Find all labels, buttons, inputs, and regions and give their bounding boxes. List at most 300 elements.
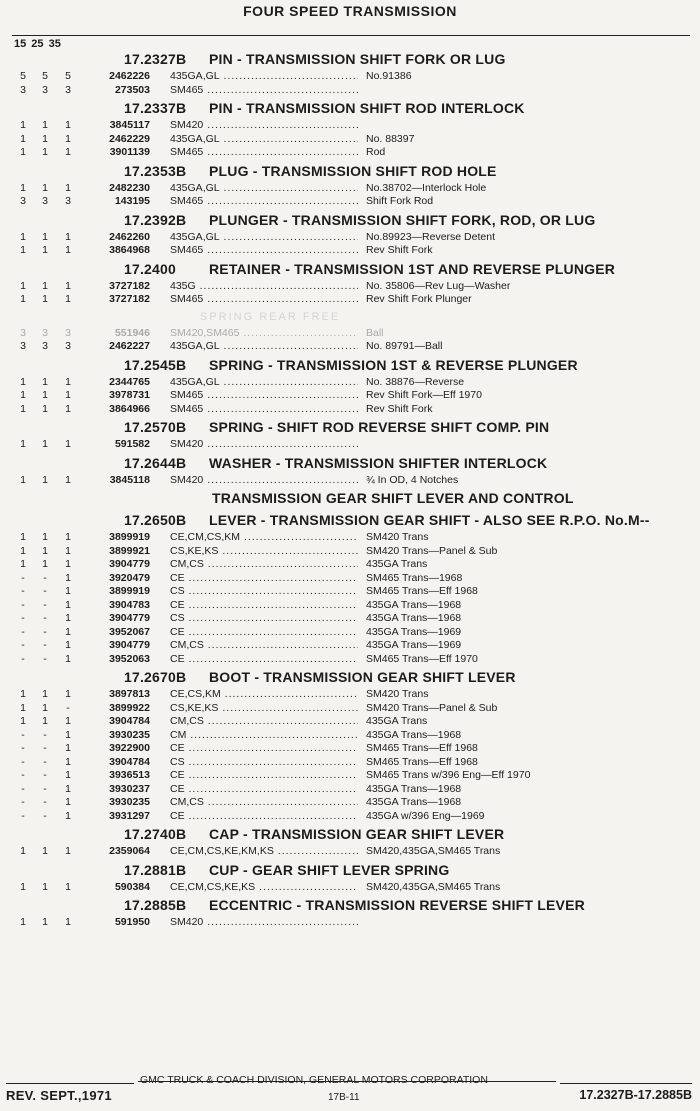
quantity-15: 1	[20, 845, 26, 857]
part-row	[0, 195, 700, 209]
part-number: 3864966	[109, 402, 150, 415]
model-applicability: SM420 .....	[170, 474, 358, 488]
model-applicability: SM465 .....	[170, 389, 358, 403]
quantity-35: 1	[65, 809, 71, 822]
model-applicability: CM,CS .....	[170, 796, 358, 810]
quantity-15: 1	[20, 473, 26, 486]
section-name: BOOT - TRANSMISSION GEAR SHIFT LEVER	[209, 669, 516, 685]
section-number: 17.2670B	[124, 669, 187, 685]
faded-section-title: SPRING REAR FREE	[200, 310, 341, 323]
quantity-35: 1	[65, 625, 71, 638]
part-row	[0, 639, 700, 653]
part-number: 3845118	[109, 473, 150, 486]
model-applicability: CM .....	[170, 729, 358, 743]
model-applicability: SM420,SM465 .....	[170, 327, 358, 341]
quantity-35: 1	[65, 845, 71, 857]
quantity-15: 3	[20, 326, 26, 339]
part-remark: SM420,435GA,SM465 Trans	[366, 845, 501, 857]
model-applicability: SM465 .....	[170, 146, 358, 160]
section-name: PIN - TRANSMISSION SHIFT FORK OR LUG	[209, 51, 506, 67]
part-number: 3899919	[109, 531, 150, 543]
quantity-35: 1	[65, 558, 71, 570]
quantity-35: 1	[65, 181, 71, 194]
quantity-25: 3	[42, 326, 48, 339]
section-title	[0, 97, 700, 119]
part-remark: Rev Shift Fork—Eff 1970	[366, 389, 482, 401]
part-number: 3845117	[109, 119, 150, 131]
quantity-25: -	[43, 652, 47, 665]
part-number: 143195	[114, 195, 150, 207]
part-number: 3931297	[109, 809, 150, 822]
part-number: 590384	[114, 880, 150, 893]
quantity-25: -	[43, 639, 47, 651]
part-number: 591582	[114, 438, 150, 450]
part-number: 3899919	[109, 585, 150, 597]
part-remark: No. 88397	[366, 132, 415, 145]
section-number: 17.2392B	[124, 211, 187, 228]
part-row	[0, 403, 700, 417]
footer-section-range: 17.2327B-17.2885B	[579, 1088, 692, 1102]
quantity-15: -	[21, 755, 25, 768]
quantity-25: 1	[42, 132, 48, 145]
part-number: 3930237	[109, 782, 150, 795]
quantity-15: 1	[20, 230, 26, 243]
part-number: 2462226	[109, 70, 150, 82]
part-number: 2462229	[109, 132, 150, 145]
part-row	[0, 389, 700, 403]
part-remark: No. 89791—Ball	[366, 340, 443, 352]
quantity-35: 1	[65, 132, 71, 145]
quantity-15: -	[21, 796, 25, 808]
quantity-25: 1	[42, 389, 48, 401]
quantity-25: -	[43, 755, 47, 768]
part-number: 3936513	[109, 769, 150, 781]
part-number: 2462227	[109, 340, 150, 352]
quantity-25: 1	[42, 544, 48, 557]
part-number: 3904784	[109, 715, 150, 727]
model-applicability: 435GA,GL .....	[170, 133, 358, 147]
part-number: 3922900	[109, 742, 150, 754]
quantity-25: 1	[42, 438, 48, 450]
quantity-25: 1	[42, 375, 48, 388]
part-row	[0, 845, 700, 859]
part-row	[0, 70, 700, 84]
model-applicability: CE,CM,CS,KE,KS .....	[170, 881, 358, 895]
quantity-15: -	[21, 769, 25, 781]
section-title	[0, 452, 700, 474]
quantity-35: 1	[65, 688, 71, 700]
part-remark: SM420 Trans—Panel & Sub	[366, 544, 498, 557]
quantity-25: 1	[42, 230, 48, 243]
quantity-25: -	[43, 598, 47, 611]
quantity-35: 1	[65, 375, 71, 388]
quantity-15: 3	[20, 83, 26, 96]
section-name: SPRING - SHIFT ROD REVERSE SHIFT COMP. PIN	[209, 419, 550, 435]
part-number: 3899921	[109, 544, 150, 557]
part-row	[0, 558, 700, 572]
model-applicability: 435GA,GL .....	[170, 70, 358, 84]
quantity-25: -	[43, 742, 47, 754]
model-applicability: SM420 .....	[170, 438, 358, 452]
part-number: 2344765	[109, 375, 150, 388]
part-number: 2482230	[109, 181, 150, 194]
quantity-15: -	[21, 782, 25, 795]
model-applicability: CS .....	[170, 612, 358, 626]
part-remark: SM465 Trans—Eff 1968	[366, 585, 478, 597]
part-row	[0, 572, 700, 586]
part-remark: Rev Shift Fork	[366, 244, 433, 256]
section-number: 17.2644B	[124, 454, 187, 471]
part-row	[0, 146, 700, 160]
part-row	[0, 531, 700, 545]
group-heading: TRANSMISSION GEAR SHIFT LEVER AND CONTROL	[212, 490, 574, 506]
quantity-35: 1	[65, 728, 71, 741]
quantity-25: -	[43, 728, 47, 741]
section-name: PLUNGER - TRANSMISSION SHIFT FORK, ROD, OR LUG	[209, 211, 596, 228]
part-row	[0, 474, 700, 488]
part-remark: SM465 Trans w/396 Eng—Eff 1970	[366, 769, 531, 781]
quantity-25: 1	[42, 473, 48, 486]
section-title	[0, 859, 700, 881]
quantity-35: 3	[65, 83, 71, 96]
quantity-25: -	[43, 782, 47, 795]
part-remark: Shift Fork Rod	[366, 195, 434, 207]
quantity-25: 1	[42, 279, 48, 292]
part-row	[0, 438, 700, 452]
quantity-15: 1	[20, 279, 26, 292]
quantity-25: -	[43, 796, 47, 808]
part-row	[0, 545, 700, 559]
section-name: SPRING - TRANSMISSION 1ST & REVERSE PLUNGER	[209, 356, 578, 373]
quantity-25: 3	[42, 83, 48, 96]
quantity-35: 1	[65, 279, 71, 292]
quantity-35: 3	[65, 195, 71, 207]
part-row	[0, 599, 700, 613]
quantity-35: 1	[65, 769, 71, 781]
quantity-25: 1	[42, 531, 48, 543]
quantity-25: 3	[42, 340, 48, 352]
section-number: 17.2327B	[124, 51, 187, 67]
quantity-35: 3	[65, 326, 71, 339]
part-number: 3904779	[109, 558, 150, 570]
quantity-35: 1	[65, 389, 71, 401]
quantity-25: 5	[42, 70, 48, 82]
quantity-15: 1	[20, 558, 26, 570]
model-applicability: 435GA,GL .....	[170, 340, 358, 354]
part-remark: 435GA Trans—1969	[366, 625, 462, 638]
quantity-35: 1	[65, 473, 71, 486]
model-applicability: CE,CM,CS,KM .....	[170, 531, 358, 545]
quantity-25: -	[43, 612, 47, 624]
part-row	[0, 916, 700, 930]
part-remark: SM465 Trans—Eff 1968	[366, 742, 478, 754]
footer-divider-left	[6, 1083, 134, 1084]
quantity-25: 1	[42, 244, 48, 256]
quantity-25: 1	[42, 146, 48, 158]
section-title	[0, 48, 700, 70]
quantity-15: 1	[20, 375, 26, 388]
model-applicability: CS,KE,KS .....	[170, 702, 358, 716]
quantity-15: 3	[20, 195, 26, 207]
part-row	[0, 293, 700, 307]
quantity-35: 1	[65, 742, 71, 754]
section-name: LEVER - TRANSMISSION GEAR SHIFT - ALSO SEE R.P.O. No.M--	[209, 512, 650, 528]
quantity-15: -	[21, 585, 25, 597]
quantity-35: 1	[65, 438, 71, 450]
model-applicability: CM,CS .....	[170, 639, 358, 653]
model-applicability: CE .....	[170, 572, 358, 586]
model-applicability: SM465 .....	[170, 84, 358, 98]
model-applicability: CE .....	[170, 810, 358, 824]
part-row	[0, 881, 700, 895]
model-applicability: CM,CS .....	[170, 558, 358, 572]
part-row	[0, 756, 700, 770]
quantity-15: -	[21, 728, 25, 741]
section-number: 17.2885B	[124, 897, 187, 913]
section-title	[0, 354, 700, 376]
part-number: 3904779	[109, 639, 150, 651]
quantity-15: 1	[20, 715, 26, 727]
quantity-15: 1	[20, 701, 26, 714]
model-applicability: SM465 .....	[170, 244, 358, 258]
model-applicability: SM465 .....	[170, 195, 358, 209]
part-row	[0, 688, 700, 702]
part-row	[0, 119, 700, 133]
quantity-15: 1	[20, 438, 26, 450]
quantity-15: 1	[20, 916, 26, 928]
part-row	[0, 715, 700, 729]
part-remark: 435GA Trans—1968	[366, 728, 462, 741]
model-applicability: 435G .....	[170, 280, 358, 294]
quantity-35: 1	[65, 652, 71, 665]
part-row	[0, 796, 700, 810]
part-remark: No.38702—Interlock Hole	[366, 181, 487, 194]
quantity-15: 1	[20, 293, 26, 305]
part-remark: Rod	[366, 146, 386, 158]
part-number: 551946	[114, 326, 150, 339]
part-remark: No. 35806—Rev Lug—Washer	[366, 279, 511, 292]
footer-revision-date: REV. SEPT.,1971	[6, 1088, 112, 1103]
model-applicability: 435GA,GL .....	[170, 376, 358, 390]
quantity-25: 3	[42, 195, 48, 207]
part-row	[0, 182, 700, 196]
quantity-25: -	[43, 571, 47, 584]
quantity-15: 1	[20, 880, 26, 893]
part-number: 3901139	[109, 146, 150, 158]
quantity-15: -	[21, 652, 25, 665]
section-title	[0, 416, 700, 438]
quantity-15: -	[21, 612, 25, 624]
part-remark: 435GA Trans	[366, 558, 428, 570]
part-remark: SM420,435GA,SM465 Trans	[366, 880, 501, 893]
part-remark: No.91386	[366, 70, 412, 82]
part-row	[0, 84, 700, 98]
quantity-25: 1	[42, 845, 48, 857]
model-applicability: CM,CS .....	[170, 715, 358, 729]
part-row	[0, 783, 700, 797]
part-remark: SM465 Trans—Eff 1970	[366, 652, 478, 665]
footer-divider-right	[560, 1083, 692, 1084]
section-name: PIN - TRANSMISSION SHIFT ROD INTERLOCK	[209, 100, 525, 116]
section-name: ECCENTRIC - TRANSMISSION REVERSE SHIFT LEVER	[209, 897, 585, 913]
quantity-35: 5	[65, 70, 71, 82]
quantity-15: 1	[20, 146, 26, 158]
part-row	[0, 231, 700, 245]
part-row	[0, 729, 700, 743]
quantity-15: 1	[20, 531, 26, 543]
section-number: 17.2545B	[124, 356, 187, 373]
quantity-15: -	[21, 571, 25, 584]
section-number: 17.2650B	[124, 512, 187, 528]
part-row	[0, 702, 700, 716]
part-row	[0, 340, 700, 354]
model-applicability: CS,KE,KS .....	[170, 545, 358, 559]
part-number: 3904783	[109, 598, 150, 611]
quantity-25: 1	[42, 916, 48, 928]
part-remark: SM420 Trans—Panel & Sub	[366, 701, 498, 714]
quantity-35: 1	[65, 916, 71, 928]
quantity-15: 5	[20, 70, 26, 82]
quantity-35: 1	[65, 796, 71, 808]
part-remark: No. 38876—Reverse	[366, 375, 465, 388]
section-number: 17.2570B	[124, 419, 187, 435]
part-number: 3897813	[109, 688, 150, 700]
quantity-15: -	[21, 598, 25, 611]
quantity-35: 1	[65, 880, 71, 893]
model-applicability: CE .....	[170, 626, 358, 640]
quantity-15: 1	[20, 181, 26, 194]
footer-corporation: GMC TRUCK & COACH DIVISION, GENERAL MOTORS CORPORATION	[140, 1074, 488, 1086]
part-number: 2359064	[109, 845, 150, 857]
model-applicability: CS .....	[170, 756, 358, 770]
section-title	[0, 894, 700, 916]
part-remark: 435GA Trans	[366, 715, 428, 727]
quantity-25: 1	[42, 701, 48, 714]
part-row	[0, 585, 700, 599]
quantity-15: 1	[20, 544, 26, 557]
section-title	[0, 258, 700, 280]
part-number: 3864968	[109, 244, 150, 256]
quantity-25: 1	[42, 558, 48, 570]
parts-listing	[0, 48, 700, 930]
quantity-25: -	[43, 809, 47, 822]
model-applicability: 435GA,GL .....	[170, 182, 358, 196]
section-title	[0, 823, 700, 845]
part-remark: 435GA Trans—1968	[366, 796, 462, 808]
quantity-15: -	[21, 639, 25, 651]
section-title	[0, 209, 700, 231]
quantity-15: -	[21, 809, 25, 822]
part-number: 3930235	[109, 728, 150, 741]
quantity-15: -	[21, 742, 25, 754]
header-divider	[12, 35, 690, 36]
section-title	[0, 160, 700, 182]
model-applicability: CE .....	[170, 742, 358, 756]
section-name: PLUG - TRANSMISSION SHIFT ROD HOLE	[209, 162, 497, 179]
quantity-25: -	[43, 769, 47, 781]
page-title: FOUR SPEED TRANSMISSION	[243, 3, 457, 19]
part-number: 3904784	[109, 755, 150, 768]
model-applicability: CE,CS,KM .....	[170, 688, 358, 702]
quantity-35: 1	[65, 244, 71, 256]
section-number: 17.2740B	[124, 826, 187, 842]
model-applicability: CE .....	[170, 783, 358, 797]
part-remark: SM420 Trans	[366, 531, 429, 543]
quantity-25: 1	[42, 181, 48, 194]
part-remark: Ball	[366, 326, 384, 339]
quantity-15: 3	[20, 340, 26, 352]
part-remark: SM465 Trans—1968	[366, 571, 463, 584]
quantity-15: 1	[20, 244, 26, 256]
part-row	[0, 280, 700, 294]
model-applicability: SM465 .....	[170, 293, 358, 307]
quantity-15: 1	[20, 389, 26, 401]
quantity-25: -	[43, 585, 47, 597]
quantity-column-header: 15 25 35	[14, 38, 61, 50]
quantity-35: 1	[65, 598, 71, 611]
section-title	[0, 666, 700, 688]
quantity-25: 1	[42, 880, 48, 893]
section-number: 17.2353B	[124, 162, 187, 179]
quantity-35: 1	[65, 146, 71, 158]
part-remark: 435GA Trans—1969	[366, 639, 462, 651]
part-remark: ¾ In OD, 4 Notches	[366, 473, 459, 486]
part-row	[0, 327, 700, 341]
quantity-25: 1	[42, 715, 48, 727]
part-remark: 435GA Trans—1968	[366, 612, 462, 624]
quantity-15: 1	[20, 132, 26, 145]
part-remark: Rev Shift Fork Plunger	[366, 293, 472, 305]
part-row	[0, 626, 700, 640]
quantity-15: 1	[20, 402, 26, 415]
quantity-35: 1	[65, 612, 71, 624]
part-number: 3978731	[109, 389, 150, 401]
quantity-35: 1	[65, 782, 71, 795]
part-remark: No.89923—Reverse Detent	[366, 230, 495, 243]
part-remark: 435GA Trans—1968	[366, 598, 462, 611]
quantity-35: 3	[65, 340, 71, 352]
model-applicability: 435GA,GL .....	[170, 231, 358, 245]
part-number: 3727182	[109, 279, 150, 292]
quantity-25: 1	[42, 119, 48, 131]
quantity-35: 1	[65, 639, 71, 651]
part-row	[0, 612, 700, 626]
quantity-35: 1	[65, 585, 71, 597]
part-number: 3952067	[109, 625, 150, 638]
section-name: RETAINER - TRANSMISSION 1ST AND REVERSE PLUNGER	[209, 260, 616, 277]
part-number: 3904779	[109, 612, 150, 624]
model-applicability: CE,CM,CS,KE,KM,KS .....	[170, 845, 358, 859]
quantity-35: 1	[65, 755, 71, 768]
part-row	[0, 376, 700, 390]
part-row	[0, 133, 700, 147]
quantity-15: 1	[20, 688, 26, 700]
quantity-35: 1	[65, 544, 71, 557]
part-remark: SM420 Trans	[366, 688, 429, 700]
footer-page-number: 17B-11	[328, 1092, 360, 1103]
quantity-35: -	[66, 701, 70, 714]
section-name: CAP - TRANSMISSION GEAR SHIFT LEVER	[209, 826, 505, 842]
part-number: 591950	[114, 916, 150, 928]
model-applicability: SM420 .....	[170, 916, 358, 930]
part-row	[0, 742, 700, 756]
part-number: 3727182	[109, 293, 150, 305]
section-name: WASHER - TRANSMISSION SHIFTER INTERLOCK	[209, 454, 548, 471]
model-applicability: CE .....	[170, 653, 358, 667]
part-remark: SM465 Trans—Eff 1968	[366, 755, 478, 768]
part-number: 3930235	[109, 796, 150, 808]
part-number: 3899922	[109, 701, 150, 714]
